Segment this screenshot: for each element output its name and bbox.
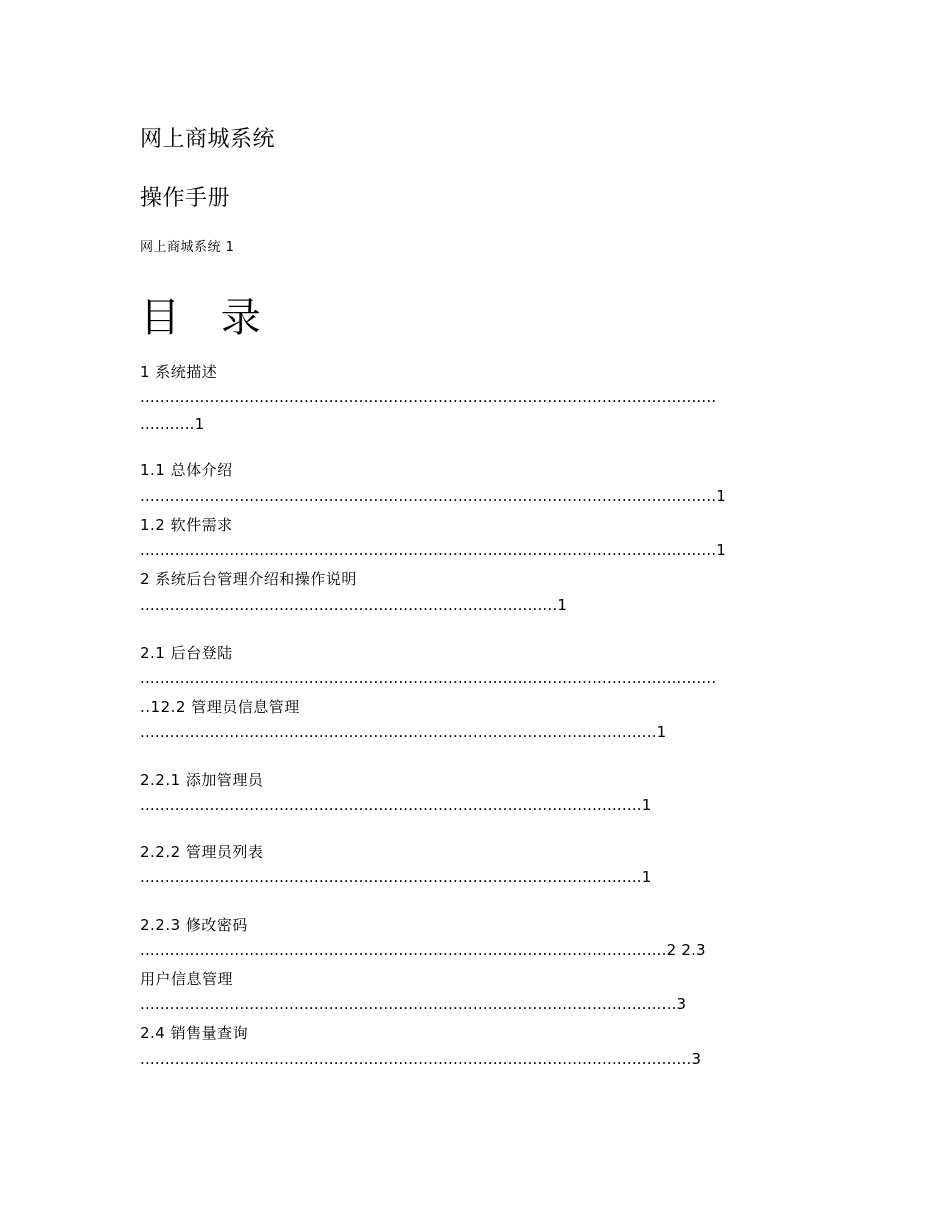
toc-leader-2-4: ...............................................................................................................3: [140, 1050, 702, 1068]
toc-entry-2-2-3: 2.2.3 修改密码: [140, 916, 248, 934]
toc-entry-1: 1 系统描述: [140, 363, 218, 381]
toc-leader-1-1: ....................................................................................................................1: [140, 487, 727, 505]
toc-entry-2-4: 2.4 销售量查询: [140, 1024, 249, 1042]
toc-page-1: ...........1: [140, 415, 205, 433]
toc-entry-2-1: 2.1 后台登陆: [140, 644, 233, 662]
toc-entry-2-2: ..12.2 管理员信息管理: [140, 698, 300, 716]
toc-leader-2-2-3: ..........................................................................................................2 2.3: [140, 941, 706, 959]
document-subtitle: 操作手册: [140, 186, 231, 211]
document-title: 网上商城系统: [140, 127, 276, 152]
toc-entry-2-3: 用户信息管理: [140, 970, 234, 988]
toc-entry-2: 2 系统后台管理介绍和操作说明: [140, 570, 357, 588]
toc-entry-1-1: 1.1 总体介绍: [140, 461, 233, 479]
toc-leader-2-2: ........................................................................................................1: [140, 723, 667, 741]
toc-leader-2-2-2: .....................................................................................................1: [140, 868, 652, 886]
toc-entry-1-2: 1.2 软件需求: [140, 516, 233, 534]
toc-entry-2-2-1: 2.2.1 添加管理员: [140, 771, 264, 789]
toc-leader-2-1: ....................................................................................................................: [140, 669, 717, 687]
toc-leader-1: ....................................................................................................................: [140, 388, 717, 406]
toc-heading: 目 录: [140, 295, 275, 341]
toc-leader-2-3: ............................................................................................................3: [140, 995, 687, 1013]
toc-leader-2: ....................................................................................1: [140, 596, 568, 614]
toc-leader-1-2: ....................................................................................................................1: [140, 541, 727, 559]
toc-entry-2-2-2: 2.2.2 管理员列表: [140, 843, 264, 861]
toc-leader-2-2-1: .....................................................................................................1: [140, 796, 652, 814]
header-note: 网上商城系统 1: [140, 240, 235, 255]
